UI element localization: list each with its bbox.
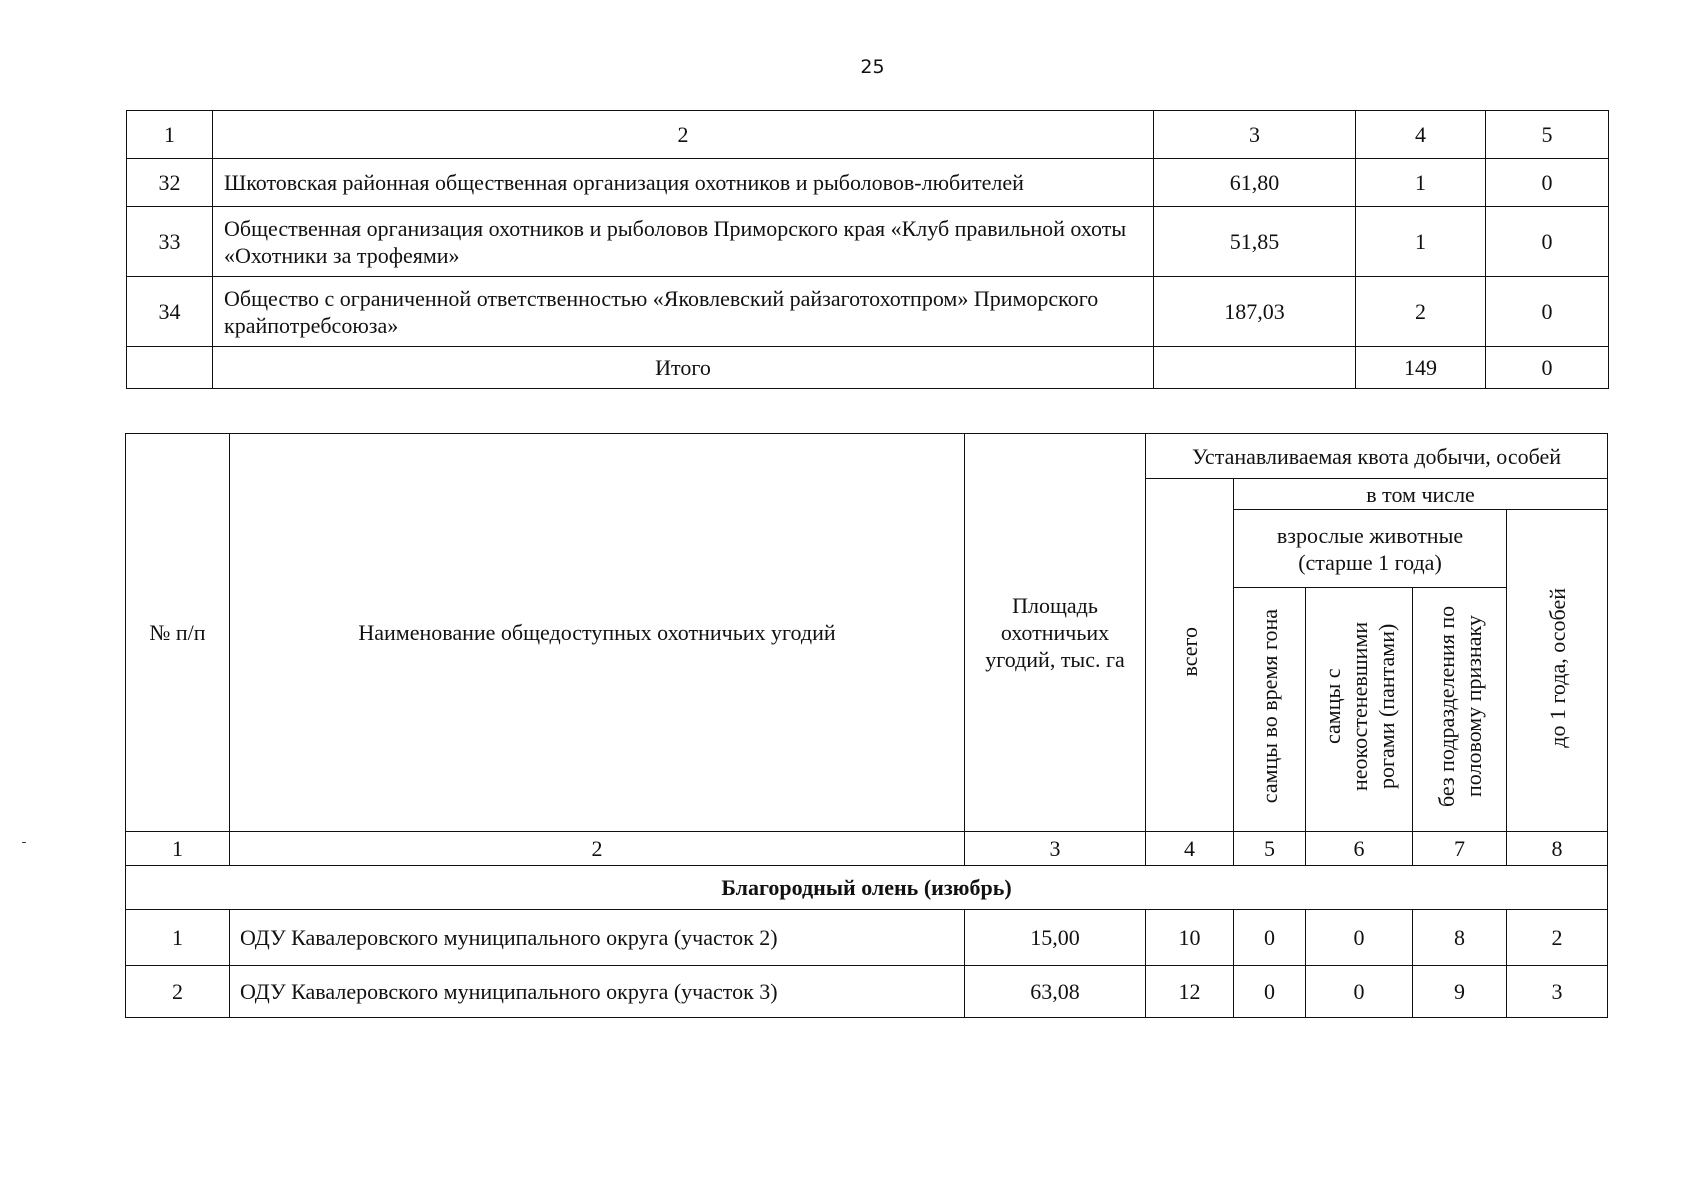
row-number: 34 bbox=[127, 277, 213, 347]
cell-value: 0 bbox=[1486, 159, 1609, 207]
table-row bbox=[127, 207, 1609, 277]
header-col5 bbox=[1234, 588, 1306, 832]
header-row bbox=[126, 434, 1608, 479]
row-number: 1 bbox=[126, 910, 230, 966]
header-col6 bbox=[1306, 588, 1413, 832]
cell-value: 0 bbox=[1306, 966, 1413, 1018]
area-value: 61,80 bbox=[1154, 159, 1356, 207]
cell-value: 0 bbox=[1234, 910, 1306, 966]
area-value: 187,03 bbox=[1154, 277, 1356, 347]
cell-value: 8 bbox=[1413, 910, 1507, 966]
table-row bbox=[126, 966, 1608, 1018]
column-number: 8 bbox=[1507, 832, 1608, 866]
table-row bbox=[126, 910, 1608, 966]
header-total-text: всего bbox=[1177, 627, 1202, 677]
header-including: в том числе bbox=[1234, 479, 1608, 510]
row-number: 2 bbox=[126, 966, 230, 1018]
column-number: 2 bbox=[230, 832, 965, 866]
column-number-row bbox=[127, 111, 1609, 159]
column-number-row bbox=[126, 832, 1608, 866]
header-col7-text: без подразделения по половому признаку bbox=[1433, 605, 1486, 808]
cell-value: 0 bbox=[1486, 207, 1609, 277]
header-name: Наименование общедоступных охотничьих угодий bbox=[230, 434, 965, 832]
quota-table bbox=[125, 433, 1608, 1018]
header-col5-text: самцы во время гона bbox=[1257, 609, 1282, 804]
area-name: ОДУ Кавалеровского муниципального округа (участок 3) bbox=[230, 966, 965, 1018]
total-quota: 12 bbox=[1146, 966, 1234, 1018]
column-number: 6 bbox=[1306, 832, 1413, 866]
organization-name: Общественная организация охотников и рыболовов Приморского края «Клуб правильной охоты «Охотники за трофеями» bbox=[213, 207, 1154, 277]
area-value: 15,00 bbox=[965, 910, 1146, 966]
column-number: 4 bbox=[1146, 832, 1234, 866]
section-row bbox=[126, 866, 1608, 910]
cell-value: 1 bbox=[1356, 159, 1486, 207]
cell-value: 2 bbox=[1356, 277, 1486, 347]
organization-name: Шкотовская районная общественная организация охотников и рыболовов-любителей bbox=[213, 159, 1154, 207]
cell-value: 0 bbox=[1306, 910, 1413, 966]
total-row bbox=[127, 347, 1609, 389]
row-number: 33 bbox=[127, 207, 213, 277]
table-row bbox=[127, 159, 1609, 207]
column-number: 1 bbox=[127, 111, 213, 159]
cell-value: 1 bbox=[1356, 207, 1486, 277]
empty-cell bbox=[127, 347, 213, 389]
organization-name: Общество с ограниченной ответственностью «Яковлевский райзаготохотпром» Приморского крайпотребсоюза» bbox=[213, 277, 1154, 347]
header-quota: Устанавливаемая квота добычи, особей bbox=[1146, 434, 1608, 479]
total-value: 0 bbox=[1486, 347, 1609, 389]
continuation-table bbox=[126, 110, 1609, 389]
total-label: Итого bbox=[213, 347, 1154, 389]
area-name: ОДУ Кавалеровского муниципального округа (участок 2) bbox=[230, 910, 965, 966]
column-number: 5 bbox=[1234, 832, 1306, 866]
cell-value: 9 bbox=[1413, 966, 1507, 1018]
cell-value: 0 bbox=[1234, 966, 1306, 1018]
section-title: Благородный олень (изюбрь) bbox=[126, 866, 1608, 910]
header-col8 bbox=[1507, 510, 1608, 832]
header-adults: взрослые животные (старше 1 года) bbox=[1234, 510, 1507, 588]
row-number: 32 bbox=[127, 159, 213, 207]
header-col6-text: самцы с неокостеневшими рогами (пантами) bbox=[1319, 621, 1399, 792]
column-number: 7 bbox=[1413, 832, 1507, 866]
cell-value: 3 bbox=[1507, 966, 1608, 1018]
total-quota: 10 bbox=[1146, 910, 1234, 966]
column-number: 3 bbox=[1154, 111, 1356, 159]
area-value: 51,85 bbox=[1154, 207, 1356, 277]
column-number: 5 bbox=[1486, 111, 1609, 159]
area-value: 63,08 bbox=[965, 966, 1146, 1018]
column-number: 1 bbox=[126, 832, 230, 866]
table-row bbox=[127, 277, 1609, 347]
column-number: 3 bbox=[965, 832, 1146, 866]
header-col7 bbox=[1413, 588, 1507, 832]
header-area: Площадь охотничьих угодий, тыс. га bbox=[965, 434, 1146, 832]
header-total bbox=[1146, 479, 1234, 832]
header-col8-text: до 1 года, особей bbox=[1544, 587, 1570, 748]
total-value: 149 bbox=[1356, 347, 1486, 389]
cell-value: 2 bbox=[1507, 910, 1608, 966]
column-number: 2 bbox=[213, 111, 1154, 159]
page-number: 25 bbox=[860, 56, 885, 78]
column-number: 4 bbox=[1356, 111, 1486, 159]
empty-cell bbox=[1154, 347, 1356, 389]
header-number: № п/п bbox=[126, 434, 230, 832]
margin-mark bbox=[22, 842, 26, 843]
cell-value: 0 bbox=[1486, 277, 1609, 347]
